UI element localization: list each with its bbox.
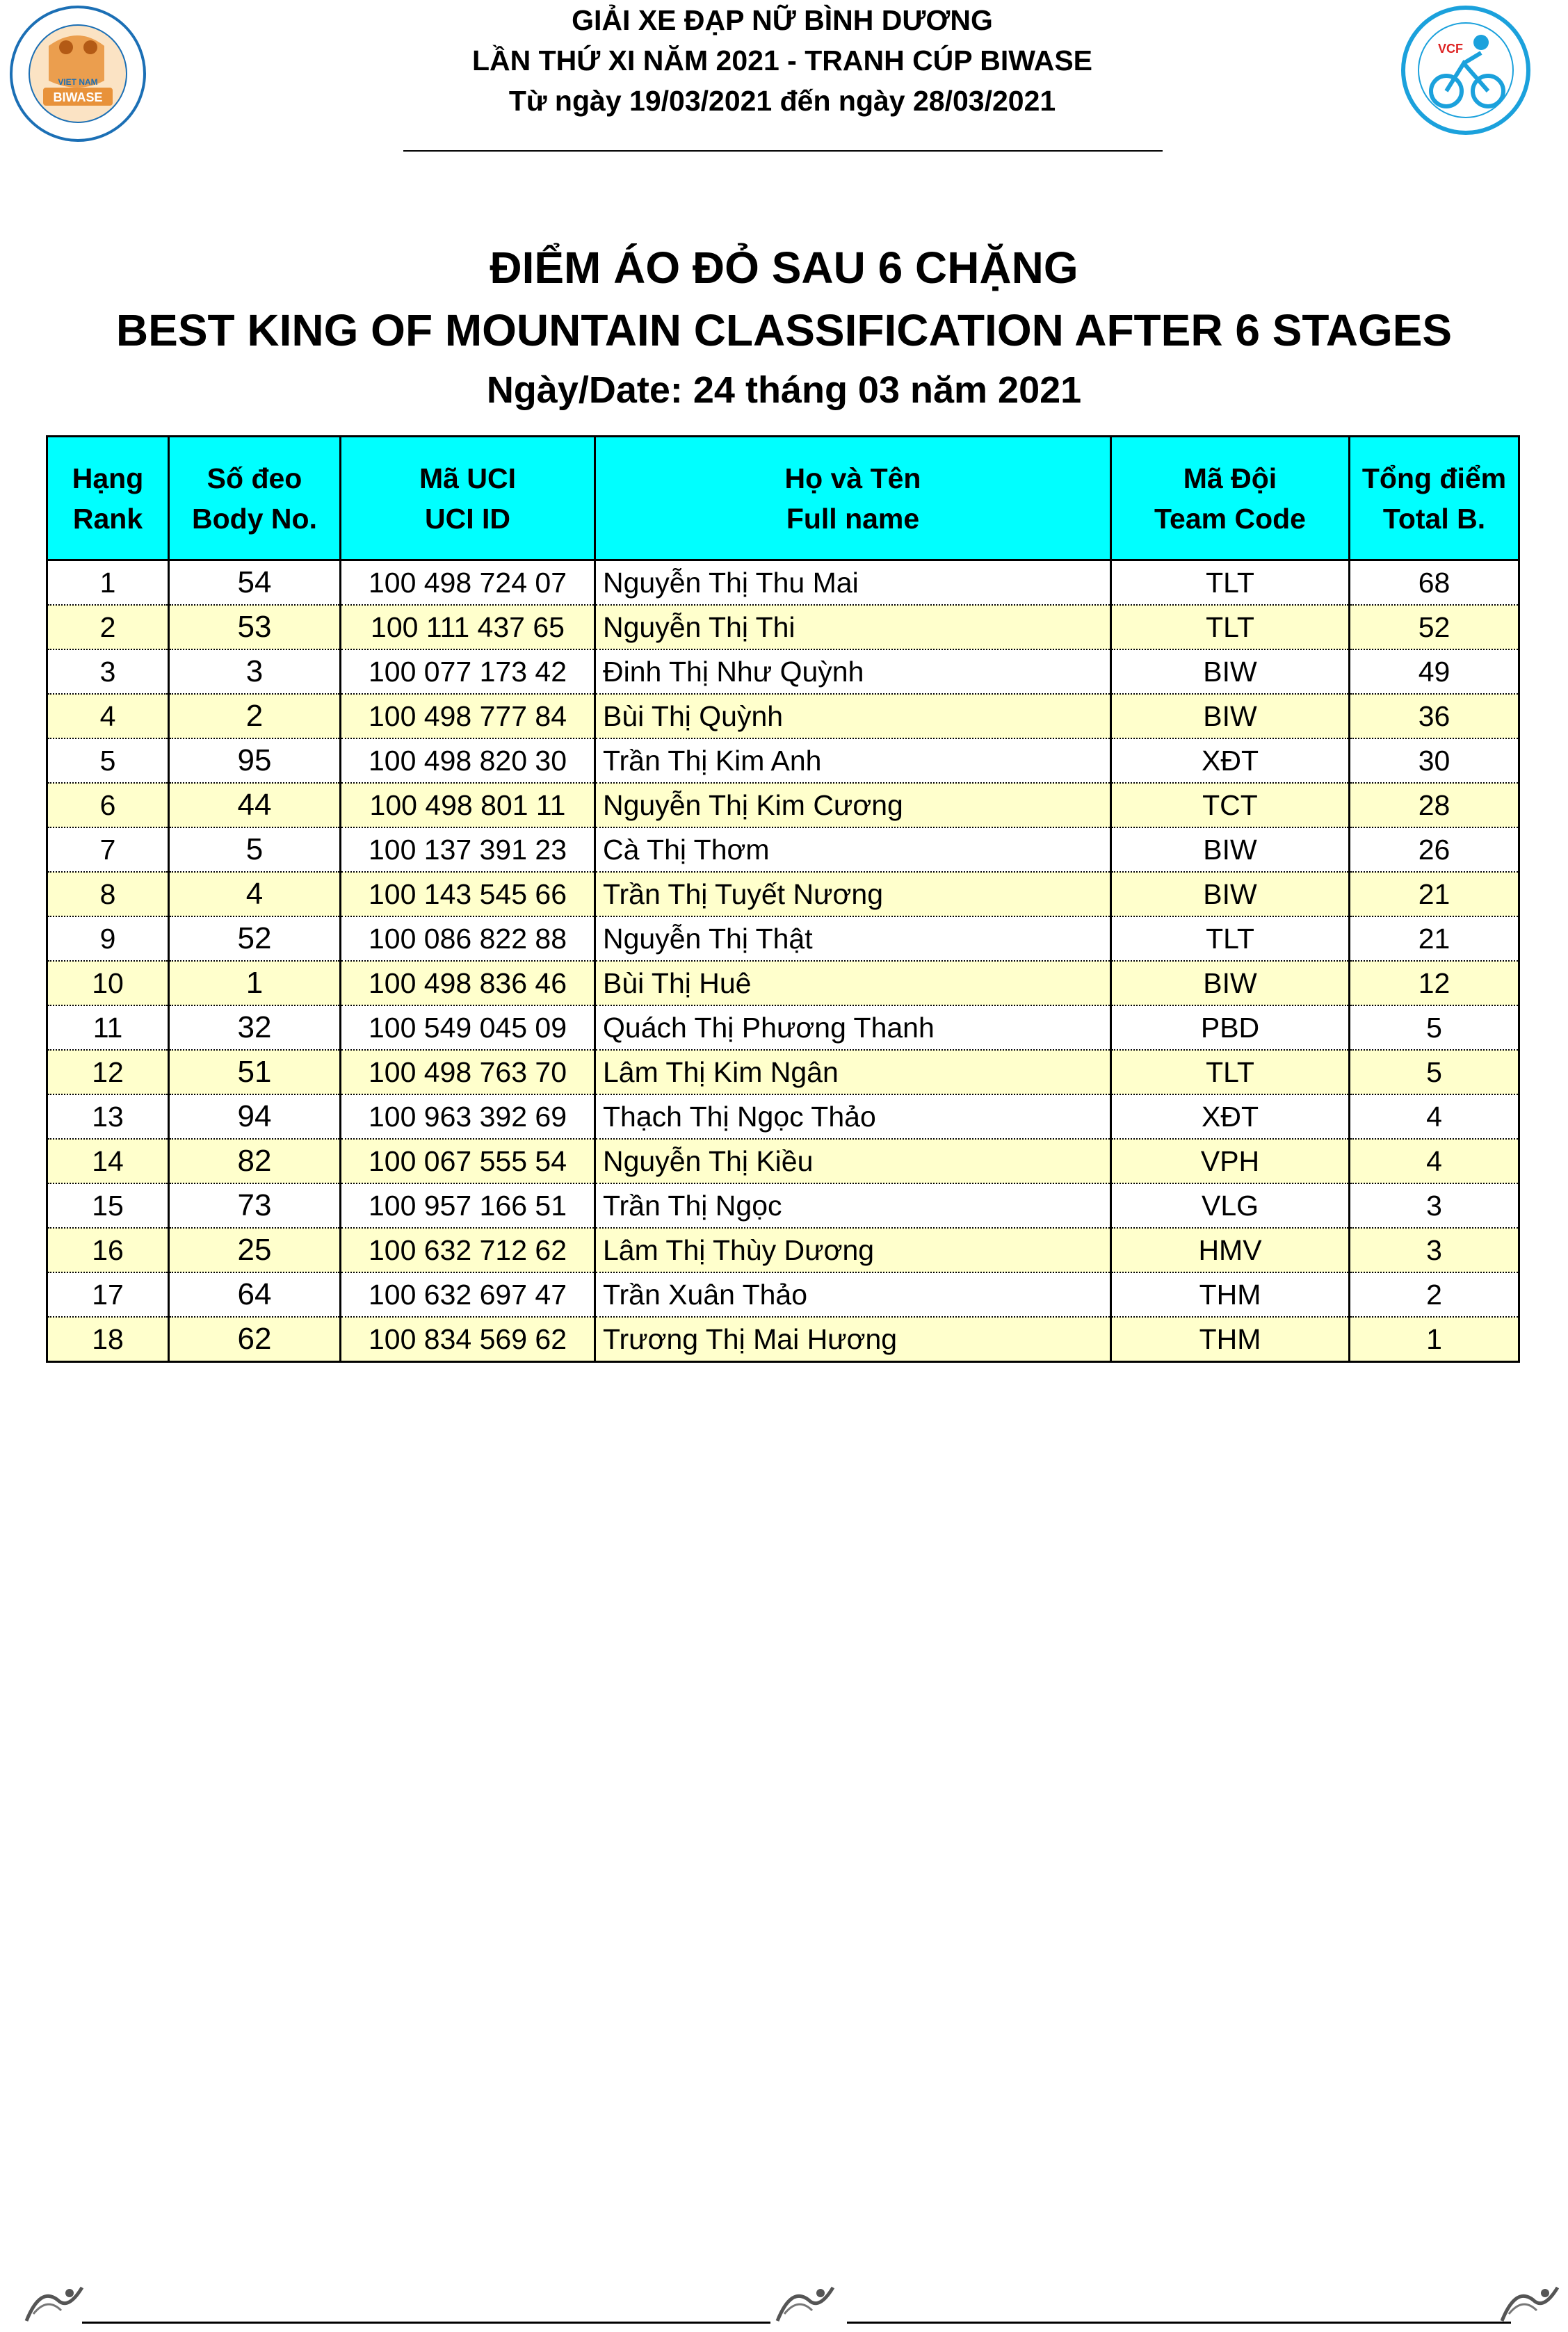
cell-rank: 16 (47, 1228, 169, 1272)
cell-points: 21 (1350, 872, 1519, 916)
cell-uci: 100 957 166 51 (341, 1183, 595, 1228)
svg-text:VCF: VCF (1438, 42, 1463, 56)
cell-uci: 100 498 836 46 (341, 961, 595, 1005)
cell-name: Trương Thị Mai Hương (595, 1317, 1111, 1362)
table-body (47, 560, 1519, 1362)
table-row (47, 1272, 1519, 1317)
cell-rank: 8 (47, 872, 169, 916)
cell-points: 30 (1350, 738, 1519, 783)
cell-team: TCT (1111, 783, 1350, 827)
cell-bib: 44 (169, 783, 341, 827)
title-english: BEST KING OF MOUNTAIN CLASSIFICATION AFTER 6 STAGES (115, 305, 1453, 355)
cell-bib: 82 (169, 1139, 341, 1183)
vcf-logo (1391, 4, 1541, 136)
cell-rank: 11 (47, 1005, 169, 1050)
cell-points: 21 (1350, 916, 1519, 961)
cell-rank: 6 (47, 783, 169, 827)
cell-team: VPH (1111, 1139, 1350, 1183)
cyclist-swirl-icon (19, 2279, 89, 2328)
table-row (47, 916, 1519, 961)
event-info (389, 0, 1175, 121)
cell-rank: 3 (47, 649, 169, 694)
cell-team: TLT (1111, 916, 1350, 961)
table-row (47, 1317, 1519, 1362)
cell-uci: 100 498 801 11 (341, 783, 595, 827)
cell-rank: 18 (47, 1317, 169, 1362)
column-header-name: Họ và Tên Full name (595, 437, 1111, 560)
svg-text:BIWASE: BIWASE (53, 90, 103, 104)
cell-uci: 100 498 777 84 (341, 694, 595, 738)
cell-name: Thạch Thị Ngọc Thảo (595, 1094, 1111, 1139)
cell-points: 28 (1350, 783, 1519, 827)
cell-uci: 100 086 822 88 (341, 916, 595, 961)
cell-uci: 100 498 724 07 (341, 560, 595, 606)
column-header-bib: Số đeo Body No. (169, 437, 341, 560)
cell-name: Quách Thị Phương Thanh (595, 1005, 1111, 1050)
cell-points: 2 (1350, 1272, 1519, 1317)
cell-name: Nguyễn Thị Kim Cương (595, 783, 1111, 827)
title-block (0, 236, 1568, 419)
cell-uci: 100 498 763 70 (341, 1050, 595, 1094)
cell-rank: 12 (47, 1050, 169, 1094)
cell-uci: 100 137 391 23 (341, 827, 595, 872)
table-row (47, 560, 1519, 606)
cell-rank: 1 (47, 560, 169, 606)
cell-bib: 53 (169, 605, 341, 649)
cell-bib: 54 (169, 560, 341, 606)
cell-uci: 100 632 697 47 (341, 1272, 595, 1317)
table-row (47, 961, 1519, 1005)
table-row (47, 605, 1519, 649)
cell-name: Lâm Thị Kim Ngân (595, 1050, 1111, 1094)
cell-uci: 100 834 569 62 (341, 1317, 595, 1362)
cell-team: TLT (1111, 1050, 1350, 1094)
cell-points: 36 (1350, 694, 1519, 738)
column-header-points: Tổng điểm Total B. (1350, 437, 1519, 560)
cell-points: 5 (1350, 1005, 1519, 1050)
cell-name: Bùi Thị Huê (595, 961, 1111, 1005)
footer-line-right (847, 2322, 1511, 2324)
cell-bib: 94 (169, 1094, 341, 1139)
cell-name: Nguyễn Thị Thu Mai (595, 560, 1111, 606)
cell-rank: 2 (47, 605, 169, 649)
event-edition: LẦN THỨ XI NĂM 2021 - TRANH CÚP BIWASE (471, 44, 1093, 76)
cell-team: TLT (1111, 560, 1350, 606)
cyclist-swirl-icon (1495, 2279, 1565, 2328)
title-vietnamese: ĐIỂM ÁO ĐỎ SAU 6 CHẶNG (490, 243, 1078, 293)
report-date: Ngày/Date: 24 tháng 03 năm 2021 (486, 369, 1082, 411)
cell-bib: 25 (169, 1228, 341, 1272)
cell-name: Nguyễn Thị Thi (595, 605, 1111, 649)
table-row (47, 1094, 1519, 1139)
cell-rank: 10 (47, 961, 169, 1005)
table-row (47, 1228, 1519, 1272)
cell-uci: 100 067 555 54 (341, 1139, 595, 1183)
cell-points: 52 (1350, 605, 1519, 649)
cell-team: THM (1111, 1317, 1350, 1362)
cell-rank: 7 (47, 827, 169, 872)
cell-bib: 73 (169, 1183, 341, 1228)
table-row (47, 694, 1519, 738)
cell-bib: 3 (169, 649, 341, 694)
cell-rank: 9 (47, 916, 169, 961)
cell-name: Bùi Thị Quỳnh (595, 694, 1111, 738)
cell-uci: 100 963 392 69 (341, 1094, 595, 1139)
cell-bib: 2 (169, 694, 341, 738)
cell-bib: 51 (169, 1050, 341, 1094)
column-header-uci: Mã UCI UCI ID (341, 437, 595, 560)
header-divider (403, 150, 1163, 152)
cell-rank: 14 (47, 1139, 169, 1183)
cell-bib: 64 (169, 1272, 341, 1317)
page-footer (0, 2267, 1568, 2332)
biwase-logo (0, 4, 160, 143)
footer-line-left (82, 2322, 770, 2324)
cell-bib: 32 (169, 1005, 341, 1050)
cell-team: BIW (1111, 827, 1350, 872)
table-row (47, 1050, 1519, 1094)
column-header-rank: Hạng Rank (47, 437, 169, 560)
cell-rank: 13 (47, 1094, 169, 1139)
cell-rank: 15 (47, 1183, 169, 1228)
cell-points: 26 (1350, 827, 1519, 872)
cell-team: BIW (1111, 649, 1350, 694)
table-row (47, 738, 1519, 783)
table-row (47, 1005, 1519, 1050)
table-row (47, 827, 1519, 872)
page-header (0, 0, 1568, 167)
cell-bib: 1 (169, 961, 341, 1005)
cell-uci: 100 498 820 30 (341, 738, 595, 783)
table-row (47, 649, 1519, 694)
cell-name: Trần Thị Kim Anh (595, 738, 1111, 783)
cell-points: 4 (1350, 1139, 1519, 1183)
cell-uci: 100 077 173 42 (341, 649, 595, 694)
table-row (47, 1139, 1519, 1183)
classification-table (46, 435, 1520, 1363)
cell-team: HMV (1111, 1228, 1350, 1272)
cell-team: PBD (1111, 1005, 1350, 1050)
cell-rank: 5 (47, 738, 169, 783)
cell-team: THM (1111, 1272, 1350, 1317)
cell-points: 49 (1350, 649, 1519, 694)
column-header-team: Mã Đội Team Code (1111, 437, 1350, 560)
cell-bib: 52 (169, 916, 341, 961)
cell-points: 68 (1350, 560, 1519, 606)
cell-name: Trần Thị Ngọc (595, 1183, 1111, 1228)
cell-uci: 100 632 712 62 (341, 1228, 595, 1272)
cell-bib: 95 (169, 738, 341, 783)
cell-name: Cà Thị Thơm (595, 827, 1111, 872)
cell-team: XĐT (1111, 738, 1350, 783)
cell-team: XĐT (1111, 1094, 1350, 1139)
cell-team: BIW (1111, 872, 1350, 916)
cell-team: VLG (1111, 1183, 1350, 1228)
cell-rank: 4 (47, 694, 169, 738)
cell-team: BIW (1111, 694, 1350, 738)
cell-bib: 5 (169, 827, 341, 872)
cell-points: 1 (1350, 1317, 1519, 1362)
event-dates: Từ ngày 19/03/2021 đến ngày 28/03/2021 (508, 85, 1056, 117)
svg-text:VIET NAM: VIET NAM (58, 77, 98, 87)
table-row (47, 1183, 1519, 1228)
cell-points: 12 (1350, 961, 1519, 1005)
table-header-row (47, 437, 1519, 560)
cell-uci: 100 549 045 09 (341, 1005, 595, 1050)
cell-team: TLT (1111, 605, 1350, 649)
event-title: GIẢI XE ĐẠP NỮ BÌNH DƯƠNG (572, 4, 993, 36)
cell-uci: 100 143 545 66 (341, 872, 595, 916)
cell-uci: 100 111 437 65 (341, 605, 595, 649)
cell-rank: 17 (47, 1272, 169, 1317)
cell-points: 5 (1350, 1050, 1519, 1094)
cell-points: 4 (1350, 1094, 1519, 1139)
cell-bib: 4 (169, 872, 341, 916)
cell-name: Nguyễn Thị Thật (595, 916, 1111, 961)
cell-name: Lâm Thị Thùy Dương (595, 1228, 1111, 1272)
cell-points: 3 (1350, 1183, 1519, 1228)
cell-name: Đinh Thị Như Quỳnh (595, 649, 1111, 694)
table-row (47, 783, 1519, 827)
cell-points: 3 (1350, 1228, 1519, 1272)
cell-team: BIW (1111, 961, 1350, 1005)
table-row (47, 872, 1519, 916)
cell-bib: 62 (169, 1317, 341, 1362)
cyclist-swirl-icon (770, 2279, 840, 2328)
cell-name: Nguyễn Thị Kiều (595, 1139, 1111, 1183)
cell-name: Trần Thị Tuyết Nương (595, 872, 1111, 916)
cell-name: Trần Xuân Thảo (595, 1272, 1111, 1317)
